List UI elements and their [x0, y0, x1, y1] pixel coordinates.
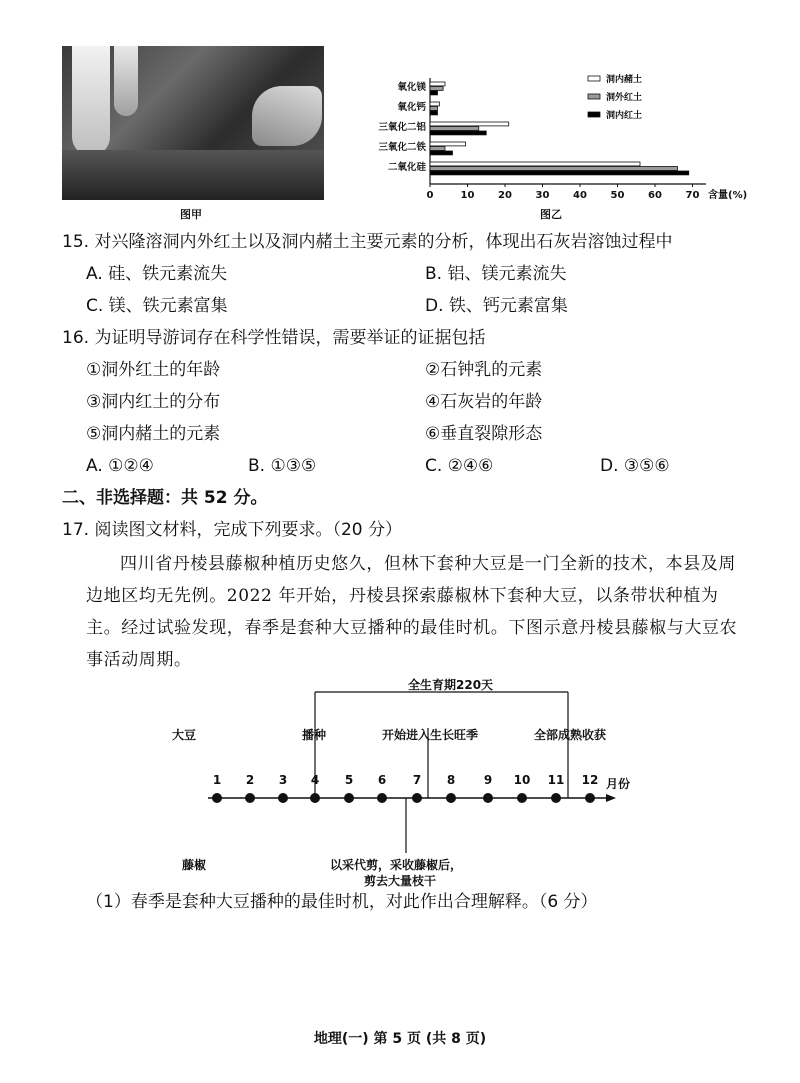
q17-subquestion-1: （1）春季是套种大豆播种的最佳时机，对此作出合理解释。（6 分） [86, 892, 598, 912]
chart-bar [430, 147, 445, 151]
month-unit-label: 月份 [606, 777, 631, 791]
section-title: 二、非选择题：共 52 分。 [62, 488, 268, 508]
q15-option-a: A. 硅、铁元素流失 [86, 264, 228, 284]
chart-bar [430, 107, 438, 111]
chart-legend-label: 洞内赭土 [606, 75, 643, 85]
chart-legend-swatch [588, 94, 600, 99]
stalactite-shape [72, 46, 110, 156]
month-label: 4 [310, 773, 320, 787]
chart-bar [430, 127, 479, 131]
stalactite-shape [114, 46, 138, 116]
farming-cycle-diagram [170, 668, 630, 878]
chart-x-tick-label: 0 [426, 190, 434, 200]
element-bar-chart [330, 70, 790, 200]
growth-period-label: 全生育期220天 [408, 678, 494, 692]
chart-x-tick-label: 60 [648, 190, 662, 200]
month-label: 10 [513, 773, 531, 787]
month-dot [412, 793, 422, 803]
chart-legend-label: 洞内红土 [606, 111, 643, 121]
chart-bar [430, 91, 438, 95]
month-dot [551, 793, 561, 803]
chart-category-label: 二氧化硅 [387, 162, 426, 173]
month-dot [517, 793, 527, 803]
chart-bar [430, 167, 678, 171]
chart-x-tick-label: 20 [498, 190, 512, 200]
month-dot [278, 793, 288, 803]
photo-caption: 图甲 [180, 208, 202, 221]
q16-item-2: ②石钟乳的元素 [425, 360, 543, 380]
month-dot [377, 793, 387, 803]
month-dot [585, 793, 595, 803]
month-dot [245, 793, 255, 803]
chart-bar [430, 142, 466, 146]
month-label: 5 [344, 773, 354, 787]
pepper-label: 藤椒 [182, 858, 207, 872]
q16-item-5: ⑤洞内赭土的元素 [86, 424, 221, 444]
chart-bar [430, 131, 486, 135]
month-label: 3 [278, 773, 288, 787]
chart-legend-swatch [588, 76, 600, 81]
q17-stem: 17. 阅读图文材料，完成下列要求。（20 分） [62, 520, 402, 540]
chart-x-axis-title: 含量(%) [708, 190, 748, 200]
chart-x-tick-label: 30 [535, 190, 550, 200]
chart-category-label: 三氧化二铝 [378, 122, 426, 133]
q16-item-6: ⑥垂直裂隙形态 [425, 424, 543, 444]
q16-stem: 16. 为证明导游词存在科学性错误，需要举证的证据包括 [62, 328, 486, 348]
chart-x-tick-label: 10 [460, 190, 475, 200]
month-dot [483, 793, 493, 803]
page-footer: 地理(一) 第 5 页 (共 8 页) [313, 1031, 487, 1047]
chart-bar [430, 111, 438, 115]
q16-option-c: C. ②④⑥ [425, 456, 494, 476]
chart-bar [430, 151, 453, 155]
chart-category-label: 氧化钙 [397, 102, 426, 113]
cave-photo [62, 46, 324, 200]
chart-x-tick-label: 70 [685, 190, 700, 200]
q16-item-4: ④石灰岩的年龄 [425, 392, 543, 412]
q15-option-d: D. 铁、钙元素富集 [425, 296, 568, 316]
month-label: 11 [547, 773, 565, 787]
chart-x-tick-label: 50 [610, 190, 625, 200]
q17-paragraph: 四川省丹棱县藤椒种植历史悠久，但林下套种大豆是一门全新的技术，本县及周边地区均无先例。2022 年开始，丹棱县探索藤椒林下套种大豆，以条带状种植为主。经过试验发现，春季是套种大豆播种的最佳时机。下图示意丹棱县藤椒与大豆农事活动周期。 [86, 554, 738, 670]
month-label: 1 [212, 773, 222, 787]
chart-bar [430, 82, 445, 86]
pepper-note-line-2: 剪去大量枝干 [364, 874, 437, 888]
cave-floor-shape [62, 150, 324, 200]
month-label: 2 [245, 773, 255, 787]
chart-bar [430, 122, 509, 126]
q16-option-d: D. ③⑤⑥ [600, 456, 670, 476]
chart-bar [430, 162, 640, 166]
month-dot [446, 793, 456, 803]
chart-category-label: 氧化镁 [397, 82, 426, 93]
q16-item-3: ③洞内红土的分布 [86, 392, 221, 412]
chart-x-tick-label: 40 [573, 190, 587, 200]
harvest-label: 全部成熟收获 [534, 728, 607, 742]
q15-option-c: C. 镁、铁元素富集 [86, 296, 228, 316]
pepper-note-line-1: 以采代剪，采收藤椒后， [330, 858, 463, 872]
chart-category-label: 三氧化二铁 [378, 142, 426, 153]
month-label: 7 [412, 773, 422, 787]
q15-stem: 15. 对兴隆溶洞内外红土以及洞内赭土主要元素的分析，体现出石灰岩溶蚀过程中 [62, 232, 673, 252]
month-label: 9 [483, 773, 493, 787]
chart-caption: 图乙 [540, 208, 562, 221]
sowing-label: 播种 [302, 728, 327, 742]
month-label: 8 [446, 773, 456, 787]
month-label: 6 [377, 773, 387, 787]
peak-label: 开始进入生长旺季 [382, 728, 479, 742]
q16-item-1: ①洞外红土的年龄 [86, 360, 221, 380]
chart-bar [430, 87, 443, 91]
soybean-label: 大豆 [172, 728, 197, 742]
chart-legend-label: 洞外红土 [606, 93, 643, 103]
chart-bar [430, 102, 439, 106]
month-dot [344, 793, 354, 803]
chart-bar [430, 171, 689, 175]
month-label: 12 [581, 773, 599, 787]
axis-arrow-icon [606, 794, 616, 802]
chart-legend-swatch [588, 112, 600, 117]
q16-option-a: A. ①②④ [86, 456, 154, 476]
month-dot [212, 793, 222, 803]
rock-shape [252, 86, 322, 146]
q15-option-b: B. 铝、镁元素流失 [425, 264, 567, 284]
q16-option-b: B. ①③⑤ [248, 456, 317, 476]
month-dot [310, 793, 320, 803]
